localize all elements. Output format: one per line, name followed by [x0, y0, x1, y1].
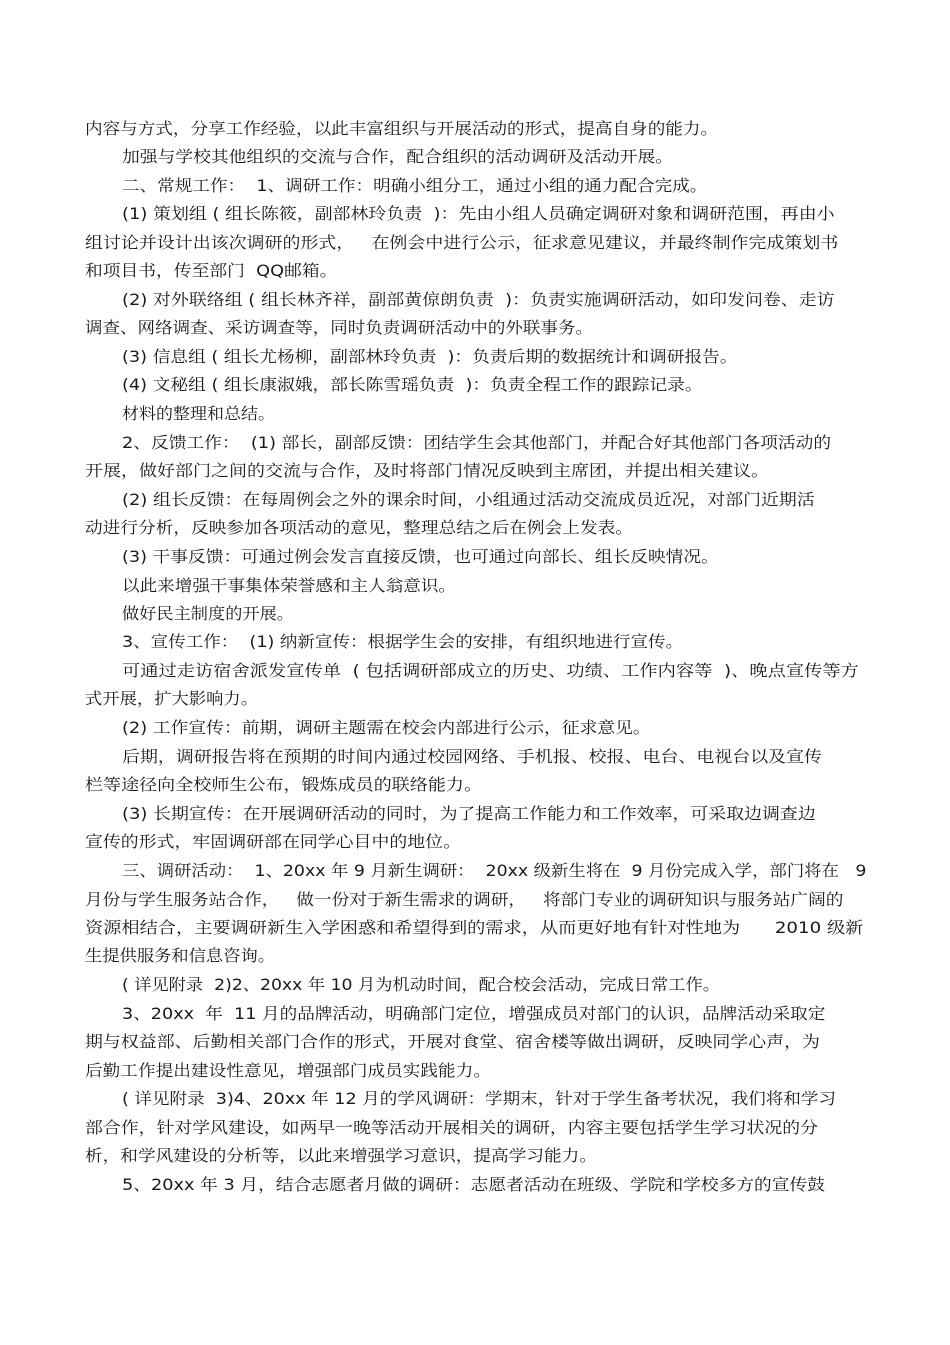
text-line: 内容与方式，分享工作经验，以此丰富组织与开展活动的形式，提高自身的能力。 — [85, 119, 719, 138]
text-line: 3、20xx 年 11 月的品牌活动，明确部门定位，增强成员对部门的认识，品牌活动采取定 — [122, 1004, 826, 1023]
text-line: 部合作，针对学风建设，如两早一晚等活动开展相关的调研，内容主要包括学生学习状况的分 — [85, 1118, 819, 1137]
text-line: (2) 组长反馈：在每周例会之外的课余时间，小组通过活动交流成员近况，对部门近期活 — [122, 490, 815, 509]
text-line: 以此来增强干事集体荣誉感和主人翁意识。 — [122, 576, 457, 595]
text-line: 和项目书，传至部门 QQ邮箱。 — [85, 261, 338, 280]
text-line: 加强与学校其他组织的交流与合作，配合组织的活动调研及活动开展。 — [122, 147, 674, 166]
text-line: 二、常规工作： 1、调研工作：明确小组分工，通过小组的通力配合完成。 — [122, 176, 708, 195]
text-line: 后期，调研报告将在预期的时间内通过校园网络、手机报、校报、电台、电视台以及宣传 — [122, 747, 823, 766]
text-line: 5、20xx 年 3 月，结合志愿者月做的调研：志愿者活动在班级、学院和学校多方的宣传鼓 — [122, 1175, 825, 1194]
text-line: ( 详见附录 3)4、20xx 年 12 月的学风调研：学期末，针对于学生备考状况，我们将和学习 — [122, 1089, 837, 1108]
text-line: (3) 信息组 ( 组长尤杨柳，副部林玲负责 )：负责后期的数据统计和调研报告。 — [122, 347, 738, 366]
text-line: 3、宣传工作： (1) 纳新宣传：根据学生会的安排，有组织地进行宣传。 — [122, 632, 684, 651]
text-line: 可通过走访宿舍派发宣传单 ( 包括调研部成立的历史、功绩、工作内容等 )、晚点宣传等方 — [122, 661, 859, 680]
text-line: 栏等途径向全校师生公布，锻炼成员的联络能力。 — [85, 775, 483, 794]
text-line: 月份与学生服务站合作， 做一份对于新生需求的调研， 将部门专业的调研知识与服务站广阔的 — [85, 890, 844, 909]
text-line: ( 详见附录 2)2、20xx 年 10 月为机动时间，配合校会活动，完成日常工作。 — [122, 975, 721, 994]
text-line: (1) 策划组 ( 组长陈筱，副部林玲负责 )：先由小组人员确定调研对象和调研范围，再由小 — [122, 204, 835, 223]
text-line: 后勤工作提出建设性意见，增强部门成员实践能力。 — [85, 1061, 492, 1080]
text-line: (4) 文秘组 ( 组长康淑娥，部长陈雪瑶负责 )：负责全程工作的跟踪记录。 — [122, 375, 703, 394]
text-line: 资源相结合，主要调研新生入学困惑和希望得到的需求，从而更好地有针对性地为 2010 级新 — [85, 918, 864, 937]
text-line: (2) 对外联络组 ( 组长林齐祥，副部黄倞朗负责 )：负责实施调研活动，如印发问卷、走访 — [122, 290, 835, 309]
text-line: 开展，做好部门之间的交流与合作，及时将部门情况反映到主席团，并提出相关建议。 — [85, 461, 770, 480]
text-line: 动进行分析，反映参加各项活动的意见，整理总结之后在例会上发表。 — [85, 518, 633, 537]
text-line: (3) 长期宣传：在开展调研活动的同时，为了提高工作能力和工作效率，可采取边调查边 — [122, 804, 816, 823]
text-line: 式开展，扩大影响力。 — [85, 689, 259, 708]
text-line: 调查、网络调查、采访调查等，同时负责调研活动中的外联事务。 — [85, 318, 594, 337]
text-line: 做好民主制度的开展。 — [122, 604, 295, 623]
text-line: 宣传的形式，牢固调研部在同学心目中的地位。 — [85, 832, 462, 851]
text-line: 2、反馈工作： (1) 部长，副部反馈：团结学生会其他部门，并配合好其他部门各项活动的 — [122, 433, 832, 452]
text-line: 组讨论并设计出该次调研的形式， 在例会中进行公示，征求意见建议，并最终制作完成策划书 — [85, 233, 839, 252]
text-line: 材料的整理和总结。 — [122, 404, 276, 423]
text-line: 期与权益部、后勤相关部门合作的形式，开展对食堂、宿舍楼等做出调研，反映同学心声，为 — [85, 1032, 820, 1051]
text-line: 三、调研活动： 1、20xx 年 9 月新生调研： 20xx 级新生将在 9 月份完成入学，部门将在 9 — [122, 861, 867, 880]
text-line: (3) 干事反馈：可通过例会发言直接反馈，也可通过向部长、组长反映情况。 — [122, 547, 719, 566]
text-line: (2) 工作宣传：前期，调研主题需在校会内部进行公示，征求意见。 — [122, 718, 651, 737]
text-line: 生提供服务和信息咨询。 — [85, 946, 276, 965]
text-line: 析，和学风建设的分析等，以此来增强学习意识，提高学习能力。 — [85, 1146, 597, 1165]
